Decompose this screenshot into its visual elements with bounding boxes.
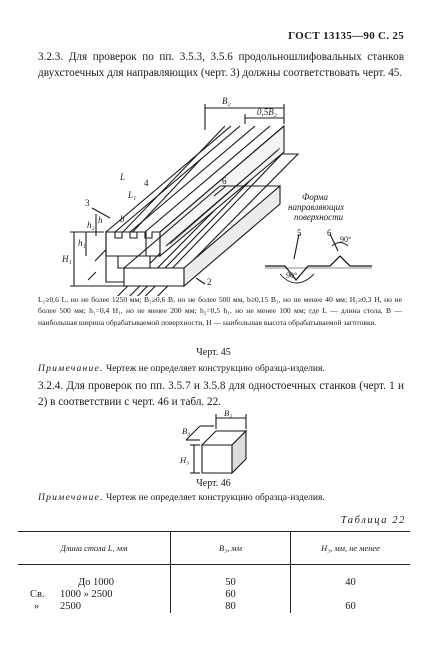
note-1 — [38, 363, 408, 374]
table-22 — [18, 531, 410, 613]
page-header: ГОСТ 13135—90 С. 25 — [288, 30, 404, 42]
fig46-label-h3: H₃ — [180, 455, 190, 465]
row-prefix: Св. — [30, 589, 45, 600]
row-b3: 50 — [171, 577, 291, 589]
note-2-text: Чертеж не определяет конструкцию образца-изделия. — [103, 492, 325, 503]
label-h-big: H₁ — [62, 254, 72, 264]
col-header-length: Длина стола L, мм — [60, 543, 128, 553]
inset-title-1: Форма — [302, 192, 329, 202]
row-b3: 60 — [171, 589, 291, 601]
fig46-label-b3-side: B₃ — [182, 426, 191, 436]
figure-46-caption: Черт. 46 — [196, 478, 231, 489]
label-l: L — [120, 172, 126, 182]
col-header-b3: B₃, мм — [171, 532, 291, 565]
label-b2-half: 0,5B₂ — [257, 107, 277, 117]
row-b3: 80 — [171, 601, 291, 613]
table-22-caption: Таблица 22 — [340, 515, 406, 526]
inset-title-2: направляющих — [288, 202, 345, 212]
fig46-label-b3: B₃ — [224, 408, 233, 418]
inset-angle-2: 90° — [286, 271, 298, 280]
table-row — [18, 589, 410, 601]
figure-45-caption: Черт. 45 — [196, 347, 231, 358]
figure-45-legend: L₁≥0,6 L, но не более 1250 мм; B₁≥0,6 B, но не более 500 мм, b≥0,15 B₁, но не менее 40 мм; H₁≥0,3 H, но не более 500 мм; h₁=0,4 H₁, но не менее 200 мм; h₂=0,5 h₁, но не менее 100 мм; где L — длина стола, B — наибольшая ширина обрабатываемой поверхности, H — наибольшая высота обрабатываемой заготовки. — [38, 295, 402, 327]
label-b: b — [120, 214, 125, 224]
row-length: 2500 — [60, 601, 81, 612]
label-l1: L₁ — [128, 190, 137, 200]
row-h3: 40 — [291, 577, 411, 589]
figure-46-drawing — [160, 408, 260, 480]
row-prefix: » — [34, 601, 40, 612]
inset-title-3: поверхности — [294, 212, 344, 222]
row-h3: 60 — [291, 601, 411, 613]
label-h2: h₂ — [87, 220, 95, 230]
table-row — [18, 601, 410, 613]
label-part-2: 2 — [207, 277, 212, 287]
note-2-label: Примечание. — [38, 492, 104, 503]
inset-angle-1: 90° — [340, 235, 352, 244]
paragraph-3-2-3: 3.2.3. Для проверок по пп. 3.5.3, 3.5.6 продольношлифовальных станков двухстоечных для направляющих (черт. 3) должны соответствовать черт. 45. — [38, 51, 404, 79]
note-1-text: Чертеж не определяет конструкцию образца-изделия. — [103, 363, 325, 374]
row-length: До 1000 — [78, 577, 115, 588]
table-row — [18, 577, 410, 589]
note-2 — [38, 492, 408, 503]
label-h1: h₁ — [78, 238, 86, 248]
note-1-label: Примечание. — [38, 363, 104, 374]
label-h: h — [98, 215, 103, 225]
label-part-4: 4 — [144, 178, 149, 188]
inset-label-5: 5 — [297, 228, 302, 238]
row-h3 — [291, 589, 411, 601]
label-b2: B₂ — [222, 96, 231, 106]
label-part-3: 3 — [85, 198, 90, 208]
inset-label-6: 6 — [327, 228, 332, 238]
figure-45-drawing — [0, 96, 427, 296]
paragraph-3-2-4: 3.2.4. Для проверок по пп. 3.5.7 и 3.5.8 для одностоечных станков (черт. 1 и 2) в соответствии с черт. 46 и табл. 22. — [38, 380, 404, 408]
table-header-row — [18, 532, 410, 565]
label-part-6: 6 — [222, 176, 227, 186]
col-header-h3: H₃, мм, не менее — [291, 532, 411, 565]
row-length: 1000 » 2500 — [60, 589, 113, 600]
